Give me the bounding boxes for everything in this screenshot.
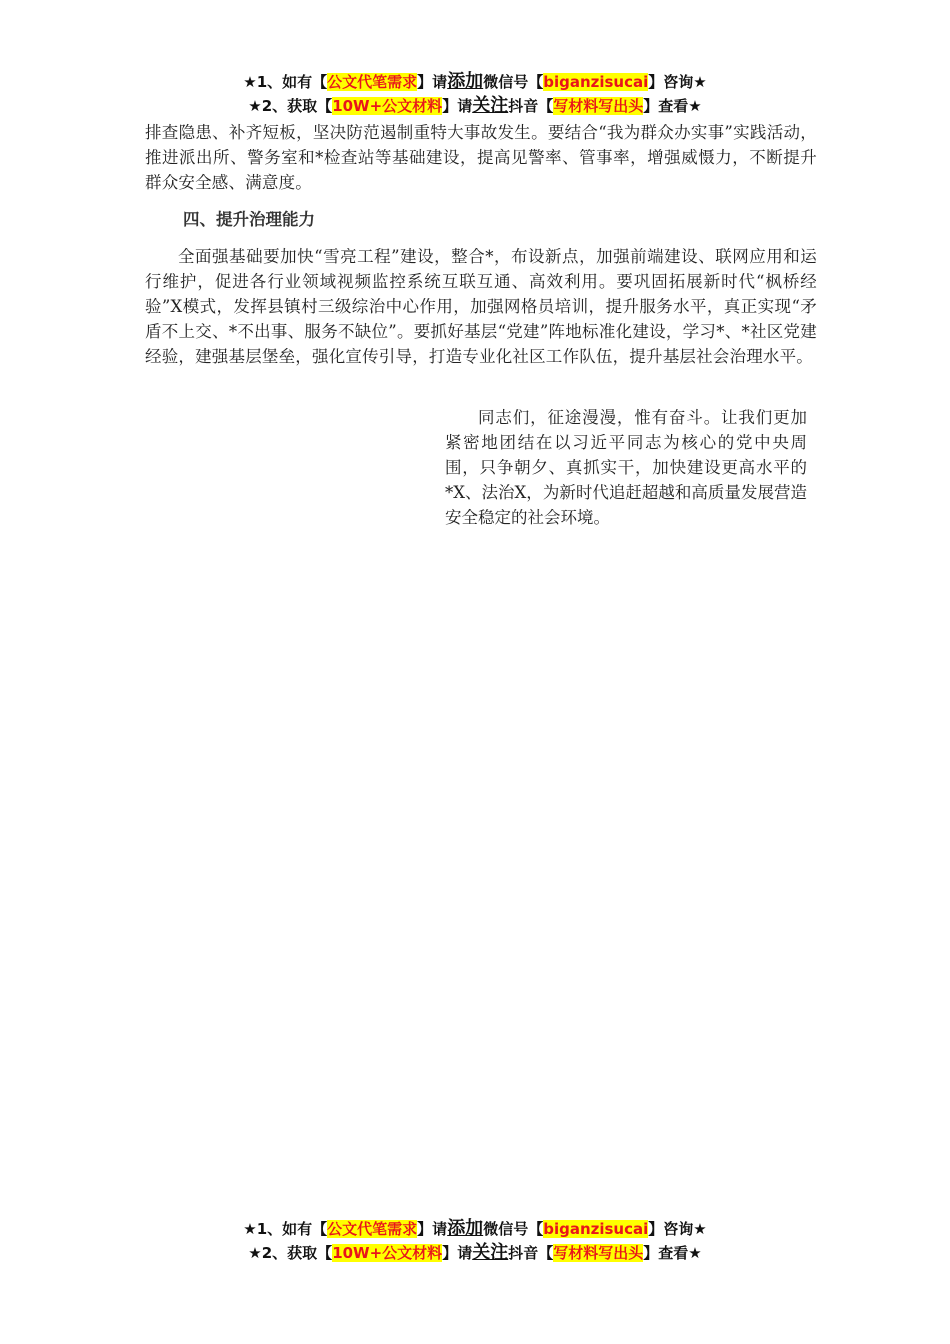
paragraph-continued: 排查隐患、补齐短板，坚决防范遏制重特大事故发生。要结合“我为群众办实事”实践活动，推进派出所、警务室和*检查站等基础建设，提高见警率、管事率，增强威慑力，不断提升群众安全感、满意度。 <box>145 123 817 192</box>
banner-line-2: ★2、获取【10W+公文材料】请关注抖音【写材料写出头】查看★ <box>248 1242 702 1263</box>
underline-follow: 关注 <box>472 1242 509 1263</box>
paragraph-section-4: 全面强基础要加快“雪亮工程”建设，整合*，布设新点，加强前端建设、联网应用和运行维护，促进各行业领域视频监控系统互联互通、高效利用。要巩固拓展新时代“枫桥经验”X模式，发挥县镇村三级综治中心作用，加强网格员培训，提升服务水平，真正实现“矛盾不上交、*不出事、服务不缺位”。要抓好基层“党建”阵地标准化建设，学习*、*社区党建经验，建强基层堡垒，强化宣传引导，打造专业化社区工作队伍，提升基层社会治理水平。 <box>145 247 817 366</box>
highlight-douyin-account[interactable]: 写材料写出头 <box>553 1244 644 1262</box>
underline-add: 添加 <box>447 1218 484 1239</box>
banner-line-1: ★1、如有【公文代笔需求】请添加微信号【biganzisucai】咨询★ <box>243 71 707 92</box>
highlight-service: 公文代笔需求 <box>327 73 418 91</box>
highlight-wechat-id[interactable]: biganzisucai <box>543 73 649 91</box>
star-icon: ★ <box>243 1220 257 1238</box>
highlight-service: 公文代笔需求 <box>327 1220 418 1238</box>
top-banner <box>0 70 950 118</box>
highlight-materials: 10W+公文材料 <box>332 1244 443 1262</box>
star-icon: ★ <box>243 73 257 91</box>
banner-line-2: ★2、获取【10W+公文材料】请关注抖音【写材料写出头】查看★ <box>248 95 702 116</box>
bottom-banner <box>0 1217 950 1265</box>
highlight-wechat-id[interactable]: biganzisucai <box>543 1220 649 1238</box>
banner-line-1: ★1、如有【公文代笔需求】请添加微信号【biganzisucai】咨询★ <box>243 1218 707 1239</box>
underline-add: 添加 <box>447 71 484 92</box>
section-heading-4: 四、提升治理能力 <box>183 210 315 229</box>
closing-paragraph: 同志们，征途漫漫，惟有奋斗。让我们更加紧密地团结在以习近平同志为核心的党中央周围，只争朝夕、真抓实干，加快建设更高水平的*X、法治X，为新时代追赶超越和高质量发展营造安全稳定的社会环境。 <box>445 408 807 527</box>
highlight-materials: 10W+公文材料 <box>332 97 443 115</box>
highlight-douyin-account[interactable]: 写材料写出头 <box>553 97 644 115</box>
star-icon: ★ <box>248 97 262 115</box>
star-icon: ★ <box>248 1244 262 1262</box>
underline-follow: 关注 <box>472 95 509 116</box>
